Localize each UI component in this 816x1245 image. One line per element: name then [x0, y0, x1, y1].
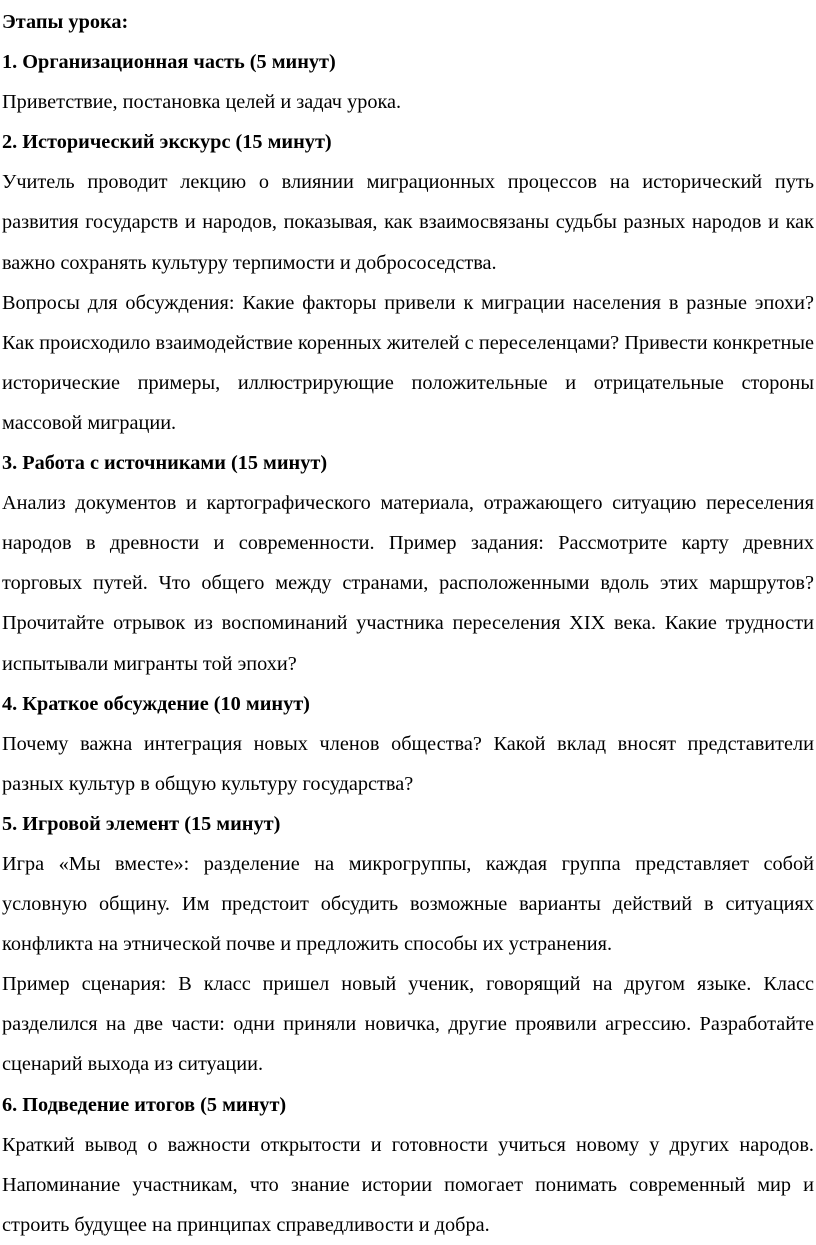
section-summary: [2, 1085, 816, 1245]
document-title: Этапы урока:: [2, 11, 129, 33]
section-game-element: [2, 804, 816, 1085]
section-paragraph: Пример сценария: В класс пришел новый ученик, говорящий на другом языке. Класс разделился на две части: одни приняли новичка, другие проявили агрессию. Разработайте сценарий выхода из ситуации.: [2, 973, 814, 1076]
section-paragraph: Приветствие, постановка целей и задач урока.: [2, 91, 402, 114]
section-organizational: [2, 42, 816, 122]
section-heading: 1. Организационная часть (5 минут): [2, 51, 336, 74]
section-paragraph: Учитель проводит лекцию о влиянии миграционных процессов на исторический путь развития государств и народов, показывая, как взаимосвязаны судьбы разных народов и как важно сохранять культуру терпимости и добрососедства.: [2, 171, 814, 274]
section-paragraph: Игра «Мы вместе»: разделение на микрогруппы, каждая группа представляет собой условную общину. Им предстоит обсудить возможные варианты действий в ситуациях конфликта на этнической почве и предложить способы их устранения.: [2, 852, 814, 956]
section-paragraph: Краткий вывод о важности открытости и готовности учиться новому у других народов. Напоминание участникам, что знание истории помогает понимать современный мир и строить будущее на принципах справедливости и добра.: [2, 1133, 814, 1236]
section-paragraph: Анализ документов и картографического материала, отражающего ситуацию переселения народов в древности и современности. Пример задания: Рассмотрите карту древних торговых путей. Что общего между странами, расположенными вдоль этих маршрутов? Прочитайте отрывок из воспоминаний участника переселения XIX века. Какие трудности испытывали мигранты той эпохи?: [2, 492, 814, 675]
section-short-discussion: [2, 684, 816, 804]
section-heading: 2. Исторический экскурс (15 минут): [2, 131, 332, 154]
section-historical-excursus: [2, 122, 816, 443]
section-paragraph: Вопросы для обсуждения: Какие факторы привели к миграции населения в разные эпохи? Как происходило взаимодействие коренных жителей с переселенцами? Привести конкретные исторические примеры, иллюстрирующие положительные и отрицательные стороны массовой миграции.: [2, 291, 814, 434]
section-heading: 4. Краткое обсуждение (10 минут): [2, 692, 310, 715]
section-heading: 3. Работа с источниками (15 минут): [2, 452, 328, 475]
section-heading: 6. Подведение итогов (5 минут): [2, 1093, 287, 1116]
section-heading: 5. Игровой элемент (15 минут): [2, 812, 281, 835]
section-sources-work: [2, 443, 816, 684]
section-paragraph: Почему важна интеграция новых членов общества? Какой вклад вносят представители разных культур в общую культуру государства?: [2, 732, 814, 795]
